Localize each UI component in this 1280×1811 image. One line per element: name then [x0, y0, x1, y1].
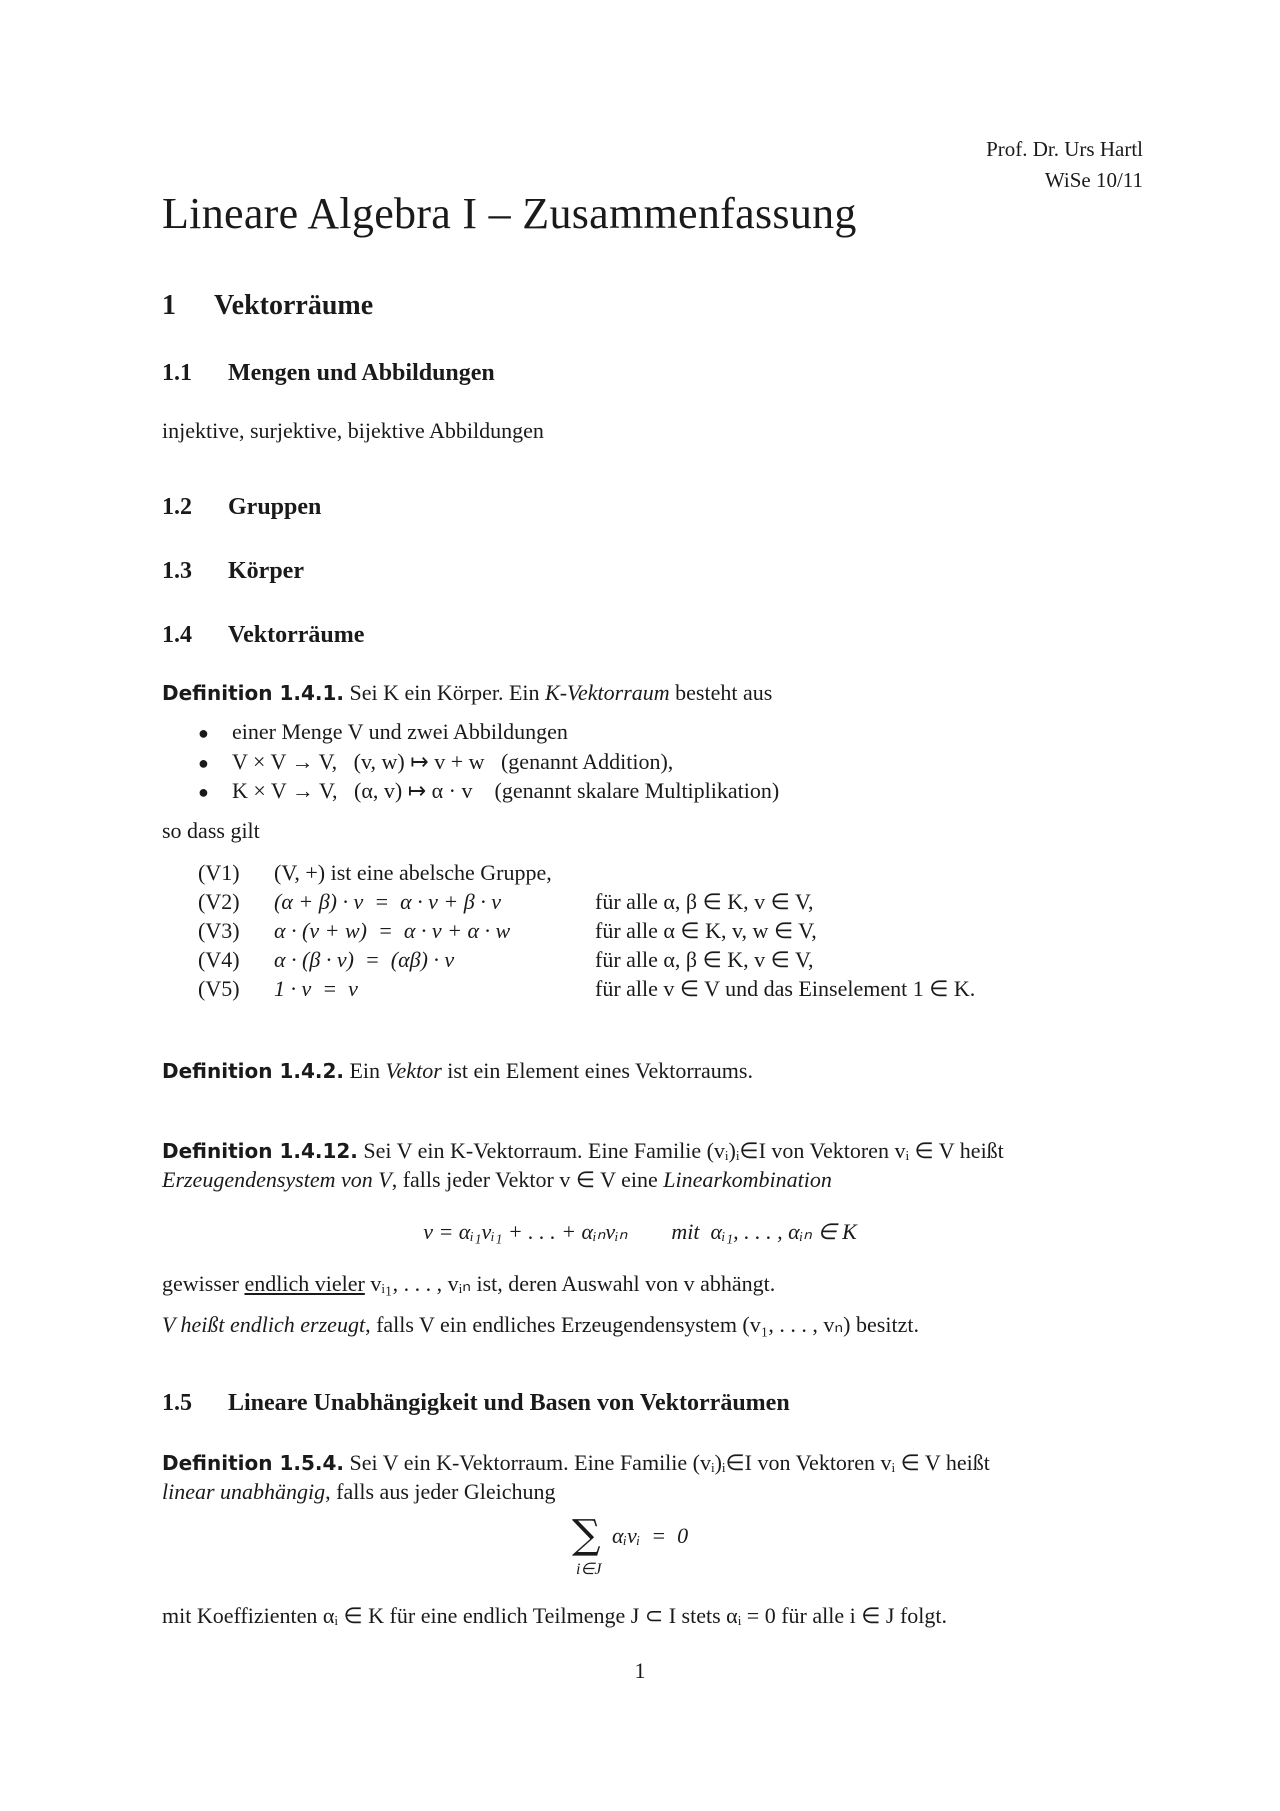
axiom-condition: für alle α ∈ K, v, w ∈ V, [595, 918, 817, 943]
axiom-label: (V4) [198, 947, 240, 972]
so-dass-text: so dass gilt [162, 818, 260, 843]
definition-text: Sei V ein K-Vektorraum. Eine Familie (vᵢ)ᵢ∈I von Vektoren vᵢ ∈ V heißt [343, 1450, 990, 1475]
bullet-text: K × V → V, (α, v) ↦ α · v (genannt skalare Multiplikation) [232, 778, 780, 803]
bullet-icon: ● [198, 753, 209, 773]
document-meta [986, 134, 1143, 196]
definition-bullet [162, 749, 673, 775]
definition-term: Vektor [385, 1058, 442, 1083]
bullet-text: V × V → V, (v, w) ↦ v + w (genannt Addition), [232, 749, 674, 774]
definition-text: besteht aus [669, 680, 773, 705]
bullet-icon: ● [198, 723, 209, 743]
sum-symbol: ∑ [572, 1512, 601, 1558]
axiom-label: (V5) [198, 976, 240, 1001]
definition-text: , falls V ein endliches Erzeugendensystem (v₁, . . . , vₙ) besitzt. [365, 1312, 919, 1337]
subsection-1-5-heading [162, 1390, 790, 1417]
page-number: 1 [634, 1658, 646, 1683]
definition-1-4-1-intro [162, 680, 772, 706]
definition-term: Linearkombination [663, 1167, 832, 1192]
definition-1-4-12-line1 [162, 1138, 1004, 1164]
axiom-condition: für alle v ∈ V und das Einselement 1 ∈ K. [595, 976, 976, 1001]
subsection-1-3-heading [162, 558, 304, 585]
definition-text: V heißt [162, 1312, 231, 1337]
definition-text: ist ein Element eines Vektorraums. [441, 1058, 753, 1083]
sum-expression: αᵢvᵢ = 0 [612, 1523, 689, 1548]
bullet-icon: ● [198, 782, 209, 802]
axiom-condition: für alle α, β ∈ K, v ∈ V, [595, 889, 814, 914]
definition-1-4-12-line2 [162, 1167, 832, 1193]
linear-combination-formula: v = αᵢ₁vᵢ₁ + . . . + αᵢₙvᵢₙ mit αᵢ₁, . . . , αᵢₙ ∈ K [423, 1219, 857, 1244]
term: WiSe 10/11 [1044, 168, 1143, 192]
definition-text: Ein [343, 1058, 386, 1083]
underlined-text: endlich vieler [244, 1271, 365, 1296]
definition-text: Sei K ein Körper. Ein [343, 680, 546, 705]
definition-term: linear unabhängig [162, 1479, 326, 1504]
definition-1-5-4-line2 [162, 1479, 555, 1505]
definition-term: K-Vektorraum [545, 680, 670, 705]
definition-label: Definition 1.4.2. [162, 1059, 344, 1083]
definition-text: gewisser [162, 1271, 245, 1296]
subsection-title: Mengen und Abbildungen [228, 360, 495, 386]
definition-text: Sei V ein K-Vektorraum. Eine Familie (vᵢ)ᵢ∈I von Vektoren vᵢ ∈ V heißt [357, 1138, 1004, 1163]
axiom-label: (V3) [198, 918, 240, 943]
definition-label: Definition 1.4.12. [162, 1139, 358, 1163]
axiom-label: (V1) [198, 860, 240, 885]
axiom-formula: 1 · v = v [274, 976, 358, 1001]
sum-equation [572, 1512, 732, 1585]
subsection-number: 1.2 [162, 494, 192, 520]
axiom-formula: (V, +) ist eine abelsche Gruppe, [274, 860, 552, 885]
subsection-number: 1.1 [162, 360, 192, 386]
definition-label: Definition 1.5.4. [162, 1451, 344, 1475]
subsection-title: Lineare Unabhängigkeit und Basen von Vektorräumen [228, 1390, 790, 1416]
definition-text: vᵢ₁, . . . , vᵢₙ ist, deren Auswahl von v abhängt. [364, 1271, 776, 1296]
axiom-formula: (α + β) · v = α · v + β · v [274, 889, 501, 914]
section-number: 1 [162, 290, 176, 321]
definition-bullet [162, 778, 779, 804]
subsection-1-2-heading [162, 494, 321, 521]
bullet-text: einer Menge V und zwei Abbildungen [232, 719, 568, 744]
axiom-condition: für alle α, β ∈ K, v ∈ V, [595, 947, 814, 972]
subsection-title: Gruppen [228, 494, 322, 520]
subsection-1-1-text: injektive, surjektive, bijektive Abbildungen [162, 418, 544, 443]
definition-bullet [162, 719, 568, 745]
definition-label: Definition 1.4.1. [162, 681, 344, 705]
subsection-title: Körper [228, 558, 304, 584]
axiom-formula: α · (β · v) = (αβ) · v [274, 947, 455, 972]
definition-text: , falls jeder Vektor v ∈ V eine [391, 1167, 664, 1192]
sum-index: i∈J [576, 1561, 602, 1578]
axiom-label: (V2) [198, 889, 240, 914]
subsection-number: 1.5 [162, 1390, 192, 1416]
subsection-number: 1.3 [162, 558, 192, 584]
section-1-heading [162, 290, 373, 322]
subsection-number: 1.4 [162, 622, 192, 648]
axiom-formula: α · (v + w) = α · v + α · w [274, 918, 511, 943]
document-title: Lineare Algebra I – Zusammenfassung [162, 189, 857, 238]
subsection-1-1-heading [162, 360, 495, 387]
definition-term: endlich erzeugt [230, 1312, 366, 1337]
definition-1-5-4-final: mit Koeffizienten αᵢ ∈ K für eine endlich Teilmenge J ⊂ I stets αᵢ = 0 für alle i ∈ J folgt. [162, 1603, 947, 1628]
definition-1-4-12-last [162, 1312, 919, 1338]
definition-1-4-12-after [162, 1271, 775, 1297]
author: Prof. Dr. Urs Hartl [986, 137, 1143, 161]
definition-term: Erzeugendensystem von V [162, 1167, 392, 1192]
definition-text: , falls aus jeder Gleichung [325, 1479, 556, 1504]
definition-1-4-2 [162, 1058, 753, 1084]
section-title: Vektorräume [214, 290, 374, 321]
definition-1-5-4-line1 [162, 1450, 990, 1476]
subsection-title: Vektorräume [228, 622, 365, 648]
subsection-1-4-heading [162, 622, 364, 649]
